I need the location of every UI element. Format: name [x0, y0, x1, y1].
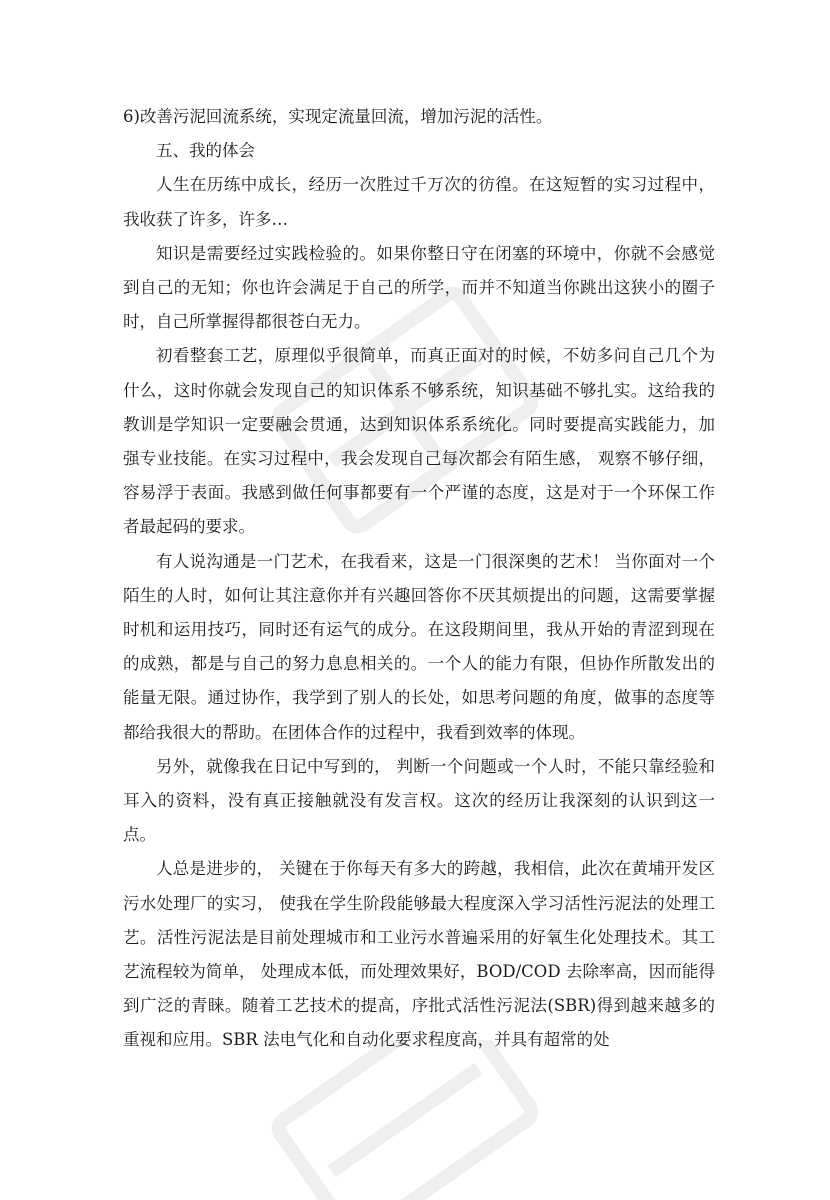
document-body	[123, 100, 715, 1058]
paragraph: 初看整套工艺，原理似乎很简单，而真正面对的时候，不妨多问自己几个为什么，这时你就会发现自己的知识体系不够系统，知识基础不够扎实。这给我的教训是学知识一定要融会贯通，达到知识体系系统化。同时要提高实践能力，加强专业技能。在实习过程中，我会发现自己每次都会有陌生感， 观察不够仔细，容易浮于表面。我感到做任何事都要有一个严谨的态度，这是对于一个环保工作者最起码的要求。	[123, 346, 715, 537]
paragraph: 知识是需要经过实践检验的。如果你整日守在闭塞的环境中，你就不会感觉到自己的无知；你也许会满足于自己的所学，而并不知道当你跳出这狭小的圈子时，自己所掌握得都很苍白无力。	[123, 243, 715, 332]
paragraph: 人总是进步的， 关键在于你每天有多大的跨越，我相信，此次在黄埔开发区污水处理厂的实习， 使我在学生阶段能够最大程度深入学习活性污泥法的处理工艺。活性污泥法是目前处理城市和工业污水普遍采用的好氧生化处理技术。其工艺流程较为简单， 处理成本低，而处理效果好，BOD/COD 去除率高，因而能得到广泛的青睐。随着工艺技术的提高，序批式活性污泥法(SBR)得到越来越多的重视和应用。SBR 法电气化和自动化要求程度高，并具有超常的处	[123, 859, 715, 1050]
paragraph: 人生在历练中成长，经历一次胜过千万次的彷徨。在这短暂的实习过程中，我收获了许多，许多…	[123, 175, 715, 229]
section-heading: 五、我的体会	[156, 141, 255, 161]
watermark-logo-icon	[255, 1040, 555, 1200]
list-item-sludge-return: 6)改善污泥回流系统，实现定流量回流，增加污泥的活性。	[123, 107, 553, 126]
paragraph: 有人说沟通是一门艺术，在我看来，这是一门很深奥的艺术！ 当你面对一个陌生的人时，如何让其注意你并有兴趣回答你不厌其烦提出的问题，这需要掌握时机和运用技巧，同时还有运气的成分。在这段期间里，我从开始的青涩到现在的成熟，都是与自己的努力息息相关的。一个人的能力有限，但协作所散发出的能量无限。通过协作，我学到了别人的长处，如思考问题的角度，做事的态度等都给我很大的帮助。在团体合作的过程中，我看到效率的体现。	[123, 551, 715, 742]
paragraph: 另外，就像我在日记中写到的， 判断一个问题或一个人时，不能只靠经验和耳入的资料，没有真正接触就没有发言权。这次的经历让我深刻的认识到这一点。	[123, 756, 715, 845]
